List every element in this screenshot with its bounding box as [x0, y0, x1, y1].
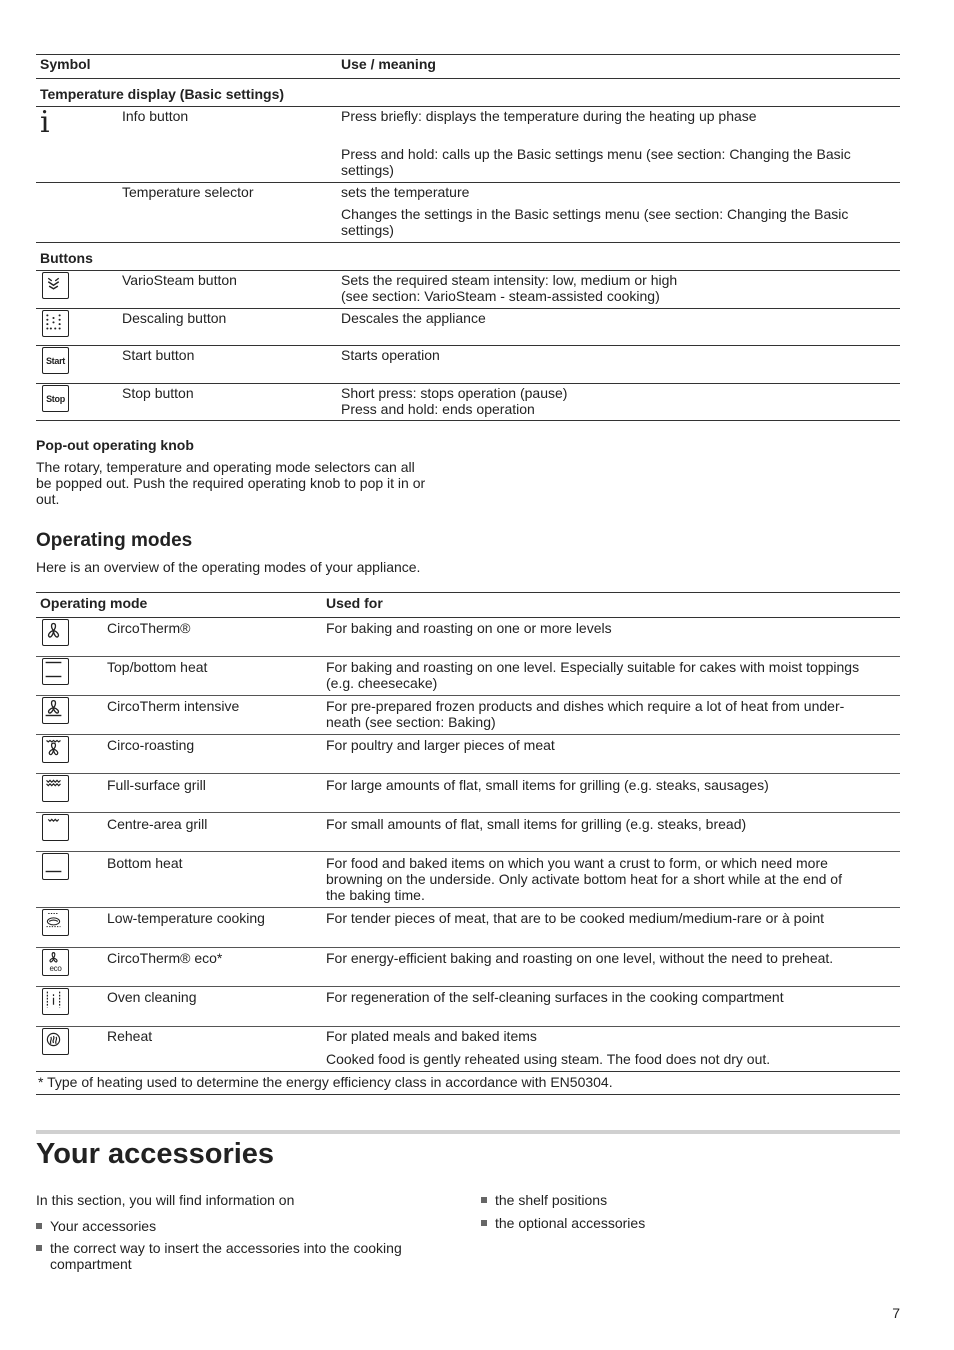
info-icon: i [40, 105, 50, 140]
variosteam-text-1: Sets the required steam intensity: low, medium or high [341, 272, 678, 288]
bottom-heat-icon [42, 853, 69, 880]
popout-text-2: be popped out. Push the required operating knob to pop it in or [36, 475, 426, 491]
stop-text-1: Short press: stops operation (pause) [341, 385, 568, 401]
used-for-column-header: Used for [326, 595, 383, 611]
variosteam-name: VarioSteam button [122, 272, 237, 288]
mode-use-low-temperature-1: For tender pieces of meat, that are to be cooked medium/medium-rare or à point [326, 910, 825, 926]
mode-name-circotherm-intensive: CircoTherm intensive [107, 698, 240, 714]
low-temperature-icon [42, 909, 69, 936]
operating-modes-heading: Operating modes [36, 530, 193, 551]
meaning-column-header: Use / meaning [341, 56, 436, 72]
popout-heading: Pop-out operating knob [36, 437, 194, 453]
buttons-section-title: Buttons [40, 250, 93, 266]
descaling-name: Descaling button [122, 310, 227, 326]
accessories-heading: Your accessories [36, 1138, 275, 1170]
page-number: 7 [892, 1305, 900, 1321]
popout-text-3: out. [36, 491, 60, 507]
mode-name-centre-area-grill: Centre-area grill [107, 816, 208, 832]
stop-icon-label: Stop [46, 394, 65, 404]
operating-modes-table [36, 592, 900, 1096]
section-rule [36, 1130, 900, 1134]
energy-footnote: * Type of heating used to determine the energy efficiency class in accordance with EN50304. [38, 1074, 613, 1090]
mode-name-low-temperature: Low-temperature cooking [107, 910, 265, 926]
mode-use-top-bottom-1: For baking and roasting on one level. Especially suitable for cakes with moist toppings [326, 659, 860, 675]
mode-use-oven-cleaning-1: For regeneration of the self-cleaning surfaces in the cooking compartment [326, 989, 784, 1005]
oven-cleaning-icon [42, 988, 69, 1015]
mode-use-circotherm-1: For baking and roasting on one or more levels [326, 620, 612, 636]
list-item [481, 1192, 881, 1210]
temperature-section-title: Temperature display (Basic settings) [40, 86, 285, 102]
list-item [36, 1218, 466, 1236]
selector-text-2b: settings) [341, 222, 394, 238]
symbol-column-header: Symbol [40, 56, 91, 72]
variosteam-icon [42, 272, 69, 299]
mode-use-full-surface-grill-1: For large amounts of flat, small items for grilling (e.g. steaks, sausages) [326, 777, 769, 793]
start-name: Start button [122, 347, 195, 363]
stop-icon [42, 385, 69, 412]
mode-column-header: Operating mode [40, 595, 148, 611]
list-item-text: the shelf positions [495, 1192, 608, 1208]
full-surface-grill-icon [42, 775, 69, 802]
mode-use-circotherm-intensive-2: neath (see section: Baking) [326, 714, 496, 730]
centre-area-grill-icon [42, 814, 69, 841]
info-text-2a: Press and hold: calls up the Basic settings menu (see section: Changing the Basic [341, 146, 851, 162]
list-item-text: the correct way to insert the accessories into the cooking [50, 1240, 402, 1256]
info-button-name: Info button [122, 108, 189, 124]
mode-name-circotherm: CircoTherm® [107, 620, 191, 636]
circotherm-eco-icon [42, 949, 69, 976]
descaling-text-1: Descales the appliance [341, 310, 486, 326]
bullet-icon [36, 1223, 42, 1229]
circotherm-intensive-icon [42, 697, 69, 724]
mode-use-reheat-1: For plated meals and baked items [326, 1028, 537, 1044]
mode-name-bottom-heat: Bottom heat [107, 855, 183, 871]
info-text-1: Press briefly: displays the temperature during the heating up phase [341, 108, 757, 124]
list-item-text: the optional accessories [495, 1215, 646, 1231]
mode-name-circo-roasting: Circo-roasting [107, 737, 195, 753]
start-icon [42, 347, 69, 374]
bullet-icon [481, 1197, 487, 1203]
selector-text-1: sets the temperature [341, 184, 470, 200]
variosteam-text-2: (see section: VarioSteam - steam-assisted cooking) [341, 288, 660, 304]
mode-use-top-bottom-2: (e.g. cheesecake) [326, 675, 438, 691]
accessories-intro: In this section, you will find information on [36, 1192, 295, 1208]
mode-use-centre-area-grill-1: For small amounts of flat, small items for grilling (e.g. steaks, bread) [326, 816, 747, 832]
top-bottom-heat-icon [42, 658, 69, 685]
list-item-text-cont: compartment [50, 1256, 132, 1272]
circotherm-icon [42, 619, 69, 646]
operating-modes-intro: Here is an overview of the operating modes of your appliance. [36, 559, 421, 575]
mode-name-full-surface-grill: Full-surface grill [107, 777, 206, 793]
mode-use-circo-roasting-1: For poultry and larger pieces of meat [326, 737, 555, 753]
circo-roasting-icon [42, 736, 69, 763]
eco-icon-label: eco [49, 964, 62, 973]
list-item [36, 1240, 466, 1274]
mode-use-reheat-2: Cooked food is gently reheated using steam. The food does not dry out. [326, 1051, 771, 1067]
descaling-icon [42, 310, 69, 337]
bullet-icon [36, 1245, 42, 1251]
temperature-selector-name: Temperature selector [122, 184, 254, 200]
mode-name-top-bottom: Top/bottom heat [107, 659, 208, 675]
reheat-icon [42, 1028, 69, 1055]
bullet-icon [481, 1220, 487, 1226]
mode-use-circotherm-intensive-1: For pre-prepared frozen products and dishes which require a lot of heat from under- [326, 698, 845, 714]
stop-name: Stop button [122, 385, 194, 401]
list-item [481, 1215, 881, 1233]
list-item-text: Your accessories [50, 1218, 157, 1234]
symbols-table [36, 54, 900, 424]
mode-use-bottom-heat-1: For food and baked items on which you want a crust to form, or which need more [326, 855, 828, 871]
mode-name-circotherm-eco: CircoTherm® eco* [107, 950, 223, 966]
mode-use-bottom-heat-2: browning on the underside. Only activate bottom heat for a short while at the end of [326, 871, 842, 887]
stop-text-2: Press and hold: ends operation [341, 401, 535, 417]
selector-text-2a: Changes the settings in the Basic settings menu (see section: Changing the Basic [341, 206, 849, 222]
popout-text-1: The rotary, temperature and operating mode selectors can all [36, 459, 415, 475]
mode-use-circotherm-eco-1: For energy-efficient baking and roasting on one level, without the need to preheat. [326, 950, 834, 966]
info-text-2b: settings) [341, 162, 394, 178]
mode-use-bottom-heat-3: the baking time. [326, 887, 425, 903]
mode-name-reheat: Reheat [107, 1028, 153, 1044]
start-text-1: Starts operation [341, 347, 440, 363]
start-icon-label: Start [45, 356, 65, 366]
mode-name-oven-cleaning: Oven cleaning [107, 989, 197, 1005]
